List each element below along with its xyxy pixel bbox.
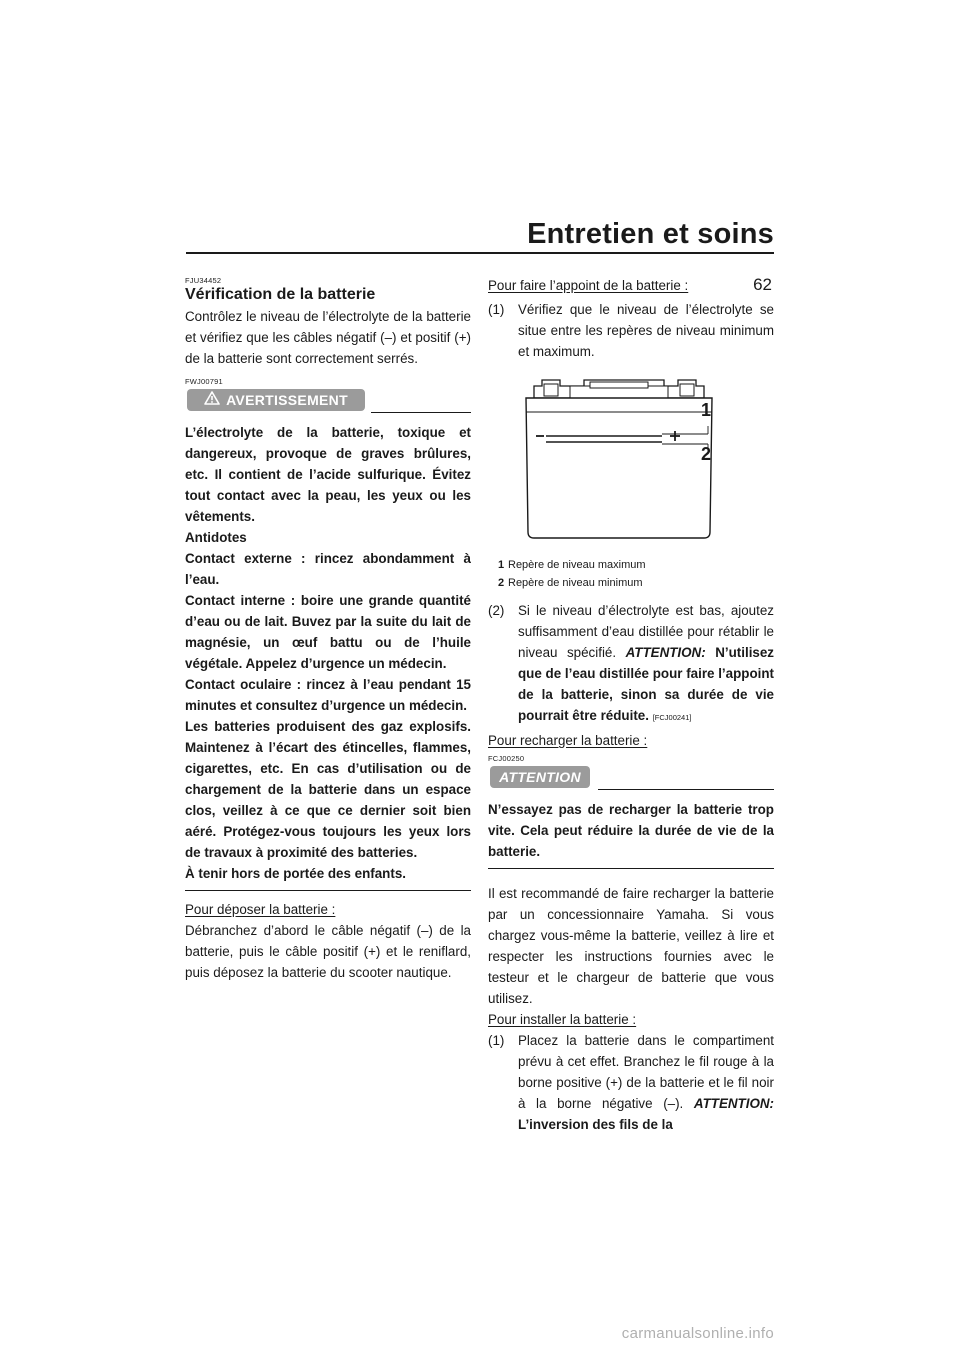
page-number: 62 <box>753 275 772 294</box>
warning-gas: Les batteries produisent des gaz explosifs. Maintenez à l’écart des étincelles, flammes, cigarettes, etc. En cas d’utilisation ou de chargement de la batterie dans un espace clos, veillez à ce que ce dernier soit bien aéré. Protégez-vous toujours les yeux lors de travaux à proximité des batteries. <box>185 719 471 860</box>
warning-external: Contact externe : rincez abondamment à l’eau. <box>185 551 471 587</box>
warning-label: AVERTISSEMENT <box>226 391 348 408</box>
attention-code: FCJ00250 <box>488 754 525 763</box>
attention-inline-text: N’utilisez que de l’eau distillée pour faire l’appoint de la batterie, sinon sa durée de vie pourrait être réduite. <box>518 645 774 723</box>
step-number: (1) <box>488 302 505 317</box>
warning-header <box>185 388 471 414</box>
remove-heading: Pour déposer la batterie : <box>185 902 336 917</box>
left-column <box>185 276 471 983</box>
figure-legend <box>498 556 774 592</box>
page-header-title: Entretien et soins <box>527 218 774 250</box>
battery-diagram <box>512 376 752 548</box>
callout-2: 2 <box>701 444 712 464</box>
refill-heading: Pour faire l’appoint de la batterie : <box>488 278 689 293</box>
recharge-heading: Pour recharger la batterie : <box>488 733 648 748</box>
step-text: Placez la batterie dans le compartiment prévu à cet effet. Branchez le fil rouge à la borne positive (+) de la batterie et le fil noir à la borne négative (–). ATTENTION: L’inversion des fils de la <box>518 1033 774 1132</box>
attention-text: N’essayez pas de recharger la batterie trop vite. Cela peut réduire la durée de vie de la batterie. <box>488 802 774 859</box>
recharge-paragraph: Il est recommandé de faire recharger la batterie par un concessionnaire Yamaha. Si vous chargez vous-même la batterie, veillez à lire et respecter les instructions fournies avec le testeur et le chargeur de batterie que vous utilisez. <box>488 886 774 1006</box>
refill-step-2 <box>488 600 774 728</box>
warning-electrolyte: L’électrolyte de la batterie, toxique et dangereux, provoque de graves brûlures, etc. Il contient de l’acide sulfurique. Évitez tout contact avec la peau, les yeux ou les vêtements. <box>185 425 471 524</box>
warning-antidotes: Antidotes <box>185 530 247 545</box>
right-column <box>488 275 774 1135</box>
section-title: Vérification de la batterie <box>185 286 376 303</box>
legend-item: 1 Repère de niveau maximum <box>498 559 646 571</box>
attention-inline-code: [FCJ00241] <box>652 713 692 722</box>
refill-step-1 <box>488 299 774 362</box>
warning-ocular: Contact oculaire : rincez à l’eau pendant 15 minutes et consultez d’urgence un médecin. <box>185 677 471 713</box>
step-number: (1) <box>488 1033 505 1048</box>
warning-rule <box>371 412 471 413</box>
step-text: Si le niveau d’électrolyte est bas, ajoutez suffisamment d’eau distillée pour rétablir le niveau spécifié. ATTENTION: N’utilisez que de l’eau distillée pour faire l’appoint de la batterie, sinon sa durée de vie pourrait être réduite. [FCJ00241] <box>518 603 774 723</box>
attention-header <box>488 765 774 791</box>
warning-code: FWJ00791 <box>185 377 223 386</box>
battery-figure <box>488 376 774 548</box>
attention-box-bottom-rule <box>488 868 774 869</box>
install-step-1 <box>488 1030 774 1135</box>
legend-item: 2 Repère de niveau minimum <box>498 577 643 589</box>
attention-inline-text: L’inversion des fils de la <box>518 1117 673 1132</box>
step-number: (2) <box>488 603 505 618</box>
warning-children: À tenir hors de portée des enfants. <box>185 866 406 881</box>
warning-triangle-icon <box>204 390 220 411</box>
section-code: FJU34452 <box>185 276 222 285</box>
install-heading: Pour installer la batterie : <box>488 1012 637 1027</box>
intro-paragraph: Contrôlez le niveau de l’électrolyte de la batterie et vérifiez que les câbles négatif (–) et positif (+) de la batterie sont correctement serrés. <box>185 309 471 366</box>
step-text: Vérifiez que le niveau de l’électrolyte se situe entre les repères de niveau minimum et maximum. <box>518 302 774 359</box>
warning-badge <box>187 389 365 411</box>
attention-inline-label: ATTENTION: <box>693 1096 774 1111</box>
attention-rule <box>598 789 774 790</box>
attention-inline-label: ATTENTION: <box>625 645 706 660</box>
remove-paragraph: Débranchez d’abord le câble négatif (–) de la batterie, puis le câble positif (+) et le reniflard, puis déposez la batterie du scooter nautique. <box>185 923 471 980</box>
warning-box-bottom-rule <box>185 890 471 891</box>
watermark: carmanualsonline.info <box>621 1325 774 1342</box>
attention-box <box>488 799 774 869</box>
header-rule <box>186 252 774 254</box>
warning-internal: Contact interne : boire une grande quantité d’eau ou de lait. Buvez par la suite du lait de magnésie, un œuf battu ou de l’huile végétale. Appelez d’urgence un médecin. <box>185 593 471 671</box>
callout-1: 1 <box>701 400 712 420</box>
warning-box <box>185 422 471 891</box>
attention-badge: ATTENTION <box>490 766 590 788</box>
